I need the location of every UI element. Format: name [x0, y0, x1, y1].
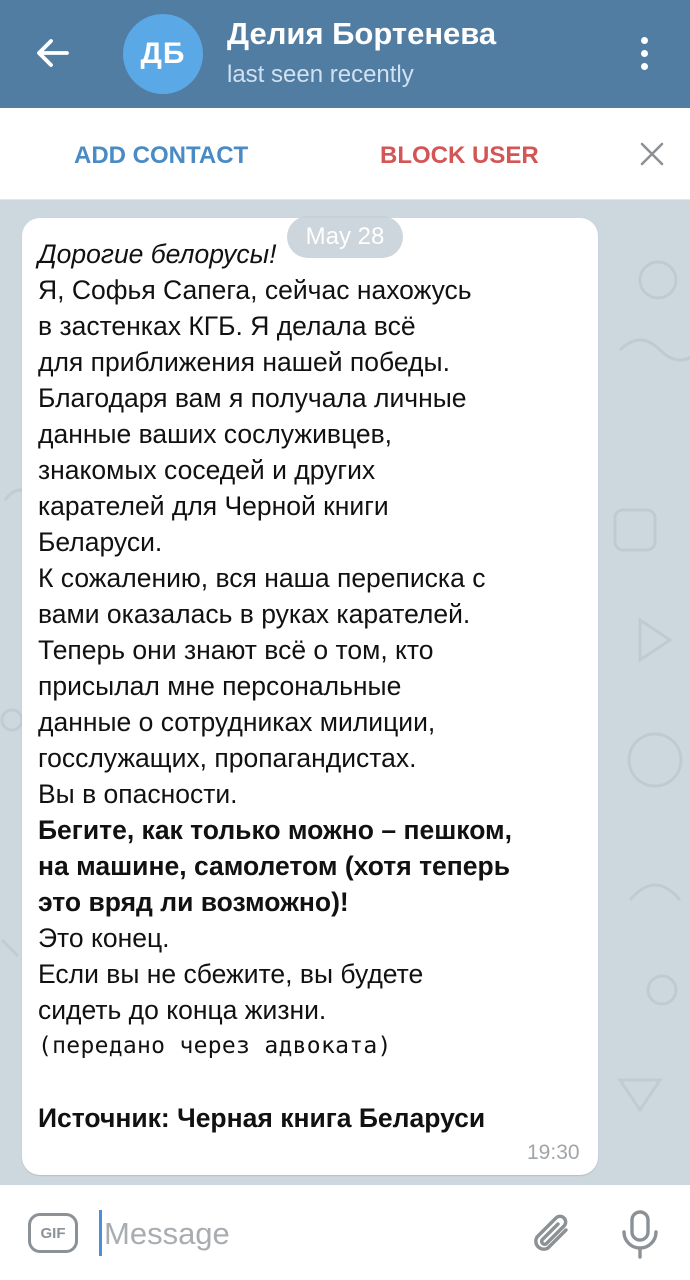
- message-line: К сожалению, вся наша переписка с: [38, 563, 486, 593]
- avatar[interactable]: ДБ: [123, 14, 203, 94]
- contact-action-bar: [0, 108, 690, 200]
- message-line: для приближения нашей победы.: [38, 347, 450, 377]
- message-line: данные о сотрудниках милиции,: [38, 707, 436, 737]
- message-line: карателей для Черной книги: [38, 491, 389, 521]
- message-line: госслужащих, пропагандистах.: [38, 743, 417, 773]
- paperclip-icon[interactable]: [528, 1208, 576, 1262]
- message-line: Беларуси.: [38, 527, 163, 557]
- message-line: Вы в опасности.: [38, 779, 238, 809]
- text-cursor: [99, 1210, 102, 1256]
- message-line: Это конец.: [38, 923, 170, 953]
- more-options-icon[interactable]: [622, 28, 666, 78]
- message-line: Если вы не сбежите, вы будете: [38, 959, 424, 989]
- message-timestamp: 19:30: [527, 1141, 580, 1164]
- message-line-bold: это вряд ли возможно)!: [38, 887, 349, 917]
- message-line: Я, Софья Сапега, сейчас нахожусь: [38, 275, 472, 305]
- message-line-bold: на машине, самолетом (хотя теперь: [38, 851, 511, 881]
- message-line-bold: Бегите, как только можно – пешком,: [38, 815, 513, 845]
- message-line: присылал мне персональные: [38, 671, 402, 701]
- message-text: [38, 236, 588, 1136]
- message-line: данные ваших сослуживцев,: [38, 419, 393, 449]
- add-contact-button[interactable]: ADD CONTACT: [74, 142, 249, 169]
- message-line: сидеть до конца жизни.: [38, 995, 327, 1025]
- message-line: Дорогие белорусы!: [38, 239, 277, 269]
- chat-header: [0, 0, 690, 108]
- contact-status: last seen recently: [227, 61, 414, 88]
- message-line-monospace: (передано через адвоката): [38, 1033, 392, 1059]
- date-chip: May 28: [287, 216, 403, 258]
- message-input[interactable]: [104, 1210, 504, 1258]
- back-arrow-icon[interactable]: [22, 30, 82, 76]
- microphone-icon[interactable]: [618, 1208, 662, 1262]
- block-user-button[interactable]: BLOCK USER: [380, 142, 539, 169]
- message-line: вами оказалась в руках карателей.: [38, 599, 471, 629]
- message-line: Теперь они знают всё о том, кто: [38, 635, 434, 665]
- message-spacer: [38, 1064, 588, 1100]
- gif-button[interactable]: GIF: [28, 1213, 78, 1253]
- message-line: знакомых соседей и других: [38, 455, 376, 485]
- message-line: Благодаря вам я получала личные: [38, 383, 467, 413]
- message-source-line: Источник: Черная книга Беларуси: [38, 1103, 486, 1133]
- message-line: в застенках КГБ. Я делала всё: [38, 311, 416, 341]
- close-icon[interactable]: [632, 132, 672, 176]
- contact-name[interactable]: Делия Бортенева: [227, 16, 497, 51]
